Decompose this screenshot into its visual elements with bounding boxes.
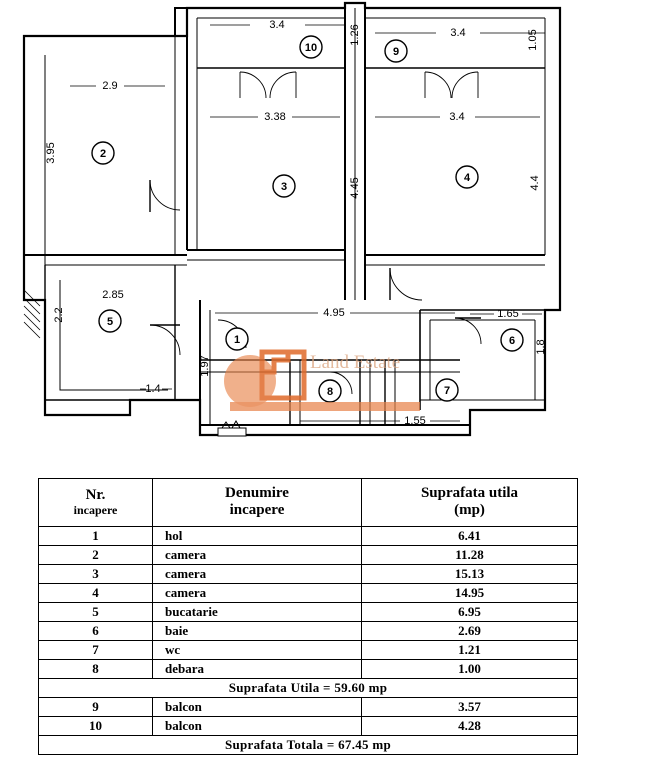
- row-area: 3.57: [362, 697, 578, 716]
- dimension-label: 2.9: [102, 80, 118, 92]
- dimension-label: 3.4: [449, 111, 465, 123]
- row-area: 15.13: [362, 564, 578, 583]
- table-row: [39, 659, 578, 678]
- row-name: bucatarie: [153, 602, 362, 621]
- dimension-label: 1.8: [535, 339, 547, 355]
- row-name: camera: [153, 583, 362, 602]
- watermark-logo: [224, 352, 420, 411]
- subtotal-row: [39, 678, 578, 697]
- total-row: [39, 735, 578, 754]
- row-area: 2.69: [362, 621, 578, 640]
- row-nr: 4: [39, 583, 153, 602]
- watermark-text: Land Estate: [310, 352, 401, 373]
- row-nr: 7: [39, 640, 153, 659]
- dimension-label: 2.2: [53, 307, 65, 323]
- row-name: hol: [153, 526, 362, 545]
- row-nr: 3: [39, 564, 153, 583]
- row-area: 1.21: [362, 640, 578, 659]
- table-row: [39, 526, 578, 545]
- dimension-ticks: [70, 25, 545, 421]
- room-label: 2: [99, 148, 107, 160]
- header-name-line2: incapere: [229, 502, 285, 519]
- row-area: 6.95: [362, 602, 578, 621]
- total-label: Suprafata Totala = 67.45 mp: [39, 735, 578, 754]
- dimension-label: 2.85: [102, 289, 124, 301]
- row-area: 6.41: [362, 526, 578, 545]
- header-name-line1: Denumire: [225, 485, 289, 501]
- header-nr-line2: incapere: [73, 502, 118, 517]
- room-marker-2: [92, 142, 114, 164]
- row-nr: 6: [39, 621, 153, 640]
- row-name: balcon: [153, 697, 362, 716]
- dimension-label: 1.55: [404, 415, 426, 427]
- room-marker-7: [436, 379, 458, 401]
- dimension-label: 1.26: [349, 24, 361, 46]
- table-row: [39, 564, 578, 583]
- room-marker-1: [226, 328, 248, 350]
- row-nr: 2: [39, 545, 153, 564]
- dimension-label: 4.95: [323, 307, 345, 319]
- row-area: 11.28: [362, 545, 578, 564]
- subtotal-label: Suprafata Utila = 59.60 mp: [39, 678, 578, 697]
- dimension-label: 3.95: [45, 142, 57, 164]
- table-header-row: [39, 479, 578, 527]
- room-label: 3: [280, 181, 288, 193]
- row-nr: 1: [39, 526, 153, 545]
- row-name: balcon: [153, 716, 362, 735]
- row-name: wc: [153, 640, 362, 659]
- row-name: camera: [153, 545, 362, 564]
- room-marker-9: [385, 40, 407, 62]
- room-label: 5: [106, 316, 114, 328]
- table-row: [39, 716, 578, 735]
- area-table: [38, 478, 578, 755]
- header-nr-line1: Nr.: [85, 486, 106, 503]
- room-number-markers: [92, 36, 523, 402]
- room-marker-6: [501, 329, 523, 351]
- dimension-label: 1.97: [199, 355, 211, 377]
- table-row: [39, 602, 578, 621]
- row-name: camera: [153, 564, 362, 583]
- table-row: [39, 583, 578, 602]
- dimension-label: 4.4: [529, 175, 541, 191]
- table-row: [39, 697, 578, 716]
- dimension-label: 1.05: [527, 29, 539, 51]
- row-nr: 9: [39, 697, 153, 716]
- dimension-label: 3.4: [450, 27, 466, 39]
- room-label: 10: [304, 42, 318, 54]
- dimension-label: 1.65: [497, 308, 519, 320]
- row-nr: 10: [39, 716, 153, 735]
- header-name: [153, 479, 362, 527]
- table-row: [39, 545, 578, 564]
- room-label: 8: [326, 386, 334, 398]
- room-label: 9: [392, 46, 400, 58]
- dimension-label: 4.45: [349, 177, 361, 199]
- row-area: 1.00: [362, 659, 578, 678]
- table-row: [39, 621, 578, 640]
- room-marker-4: [456, 166, 478, 188]
- room-area-table: [38, 478, 578, 755]
- row-name: debara: [153, 659, 362, 678]
- dimension-label: 3.38: [264, 111, 286, 123]
- room-marker-3: [273, 175, 295, 197]
- header-area-line2: (mp): [454, 502, 485, 519]
- row-nr: 5: [39, 602, 153, 621]
- room-marker-10: [300, 36, 322, 58]
- room-label: 4: [463, 172, 471, 184]
- room-label: 6: [508, 335, 516, 347]
- header-nr: [39, 479, 153, 527]
- room-marker-8: [319, 380, 341, 402]
- row-area: 14.95: [362, 583, 578, 602]
- room-marker-5: [99, 310, 121, 332]
- room-label: 1: [233, 334, 241, 346]
- dimension-label: 3.4: [269, 19, 285, 31]
- dimension-label: 1.4: [145, 383, 161, 395]
- row-name: baie: [153, 621, 362, 640]
- row-nr: 8: [39, 659, 153, 678]
- room-label: 7: [443, 385, 451, 397]
- table-row: [39, 640, 578, 659]
- header-area: [362, 479, 578, 527]
- header-area-line1: Suprafata utila: [420, 485, 519, 501]
- row-area: 4.28: [362, 716, 578, 735]
